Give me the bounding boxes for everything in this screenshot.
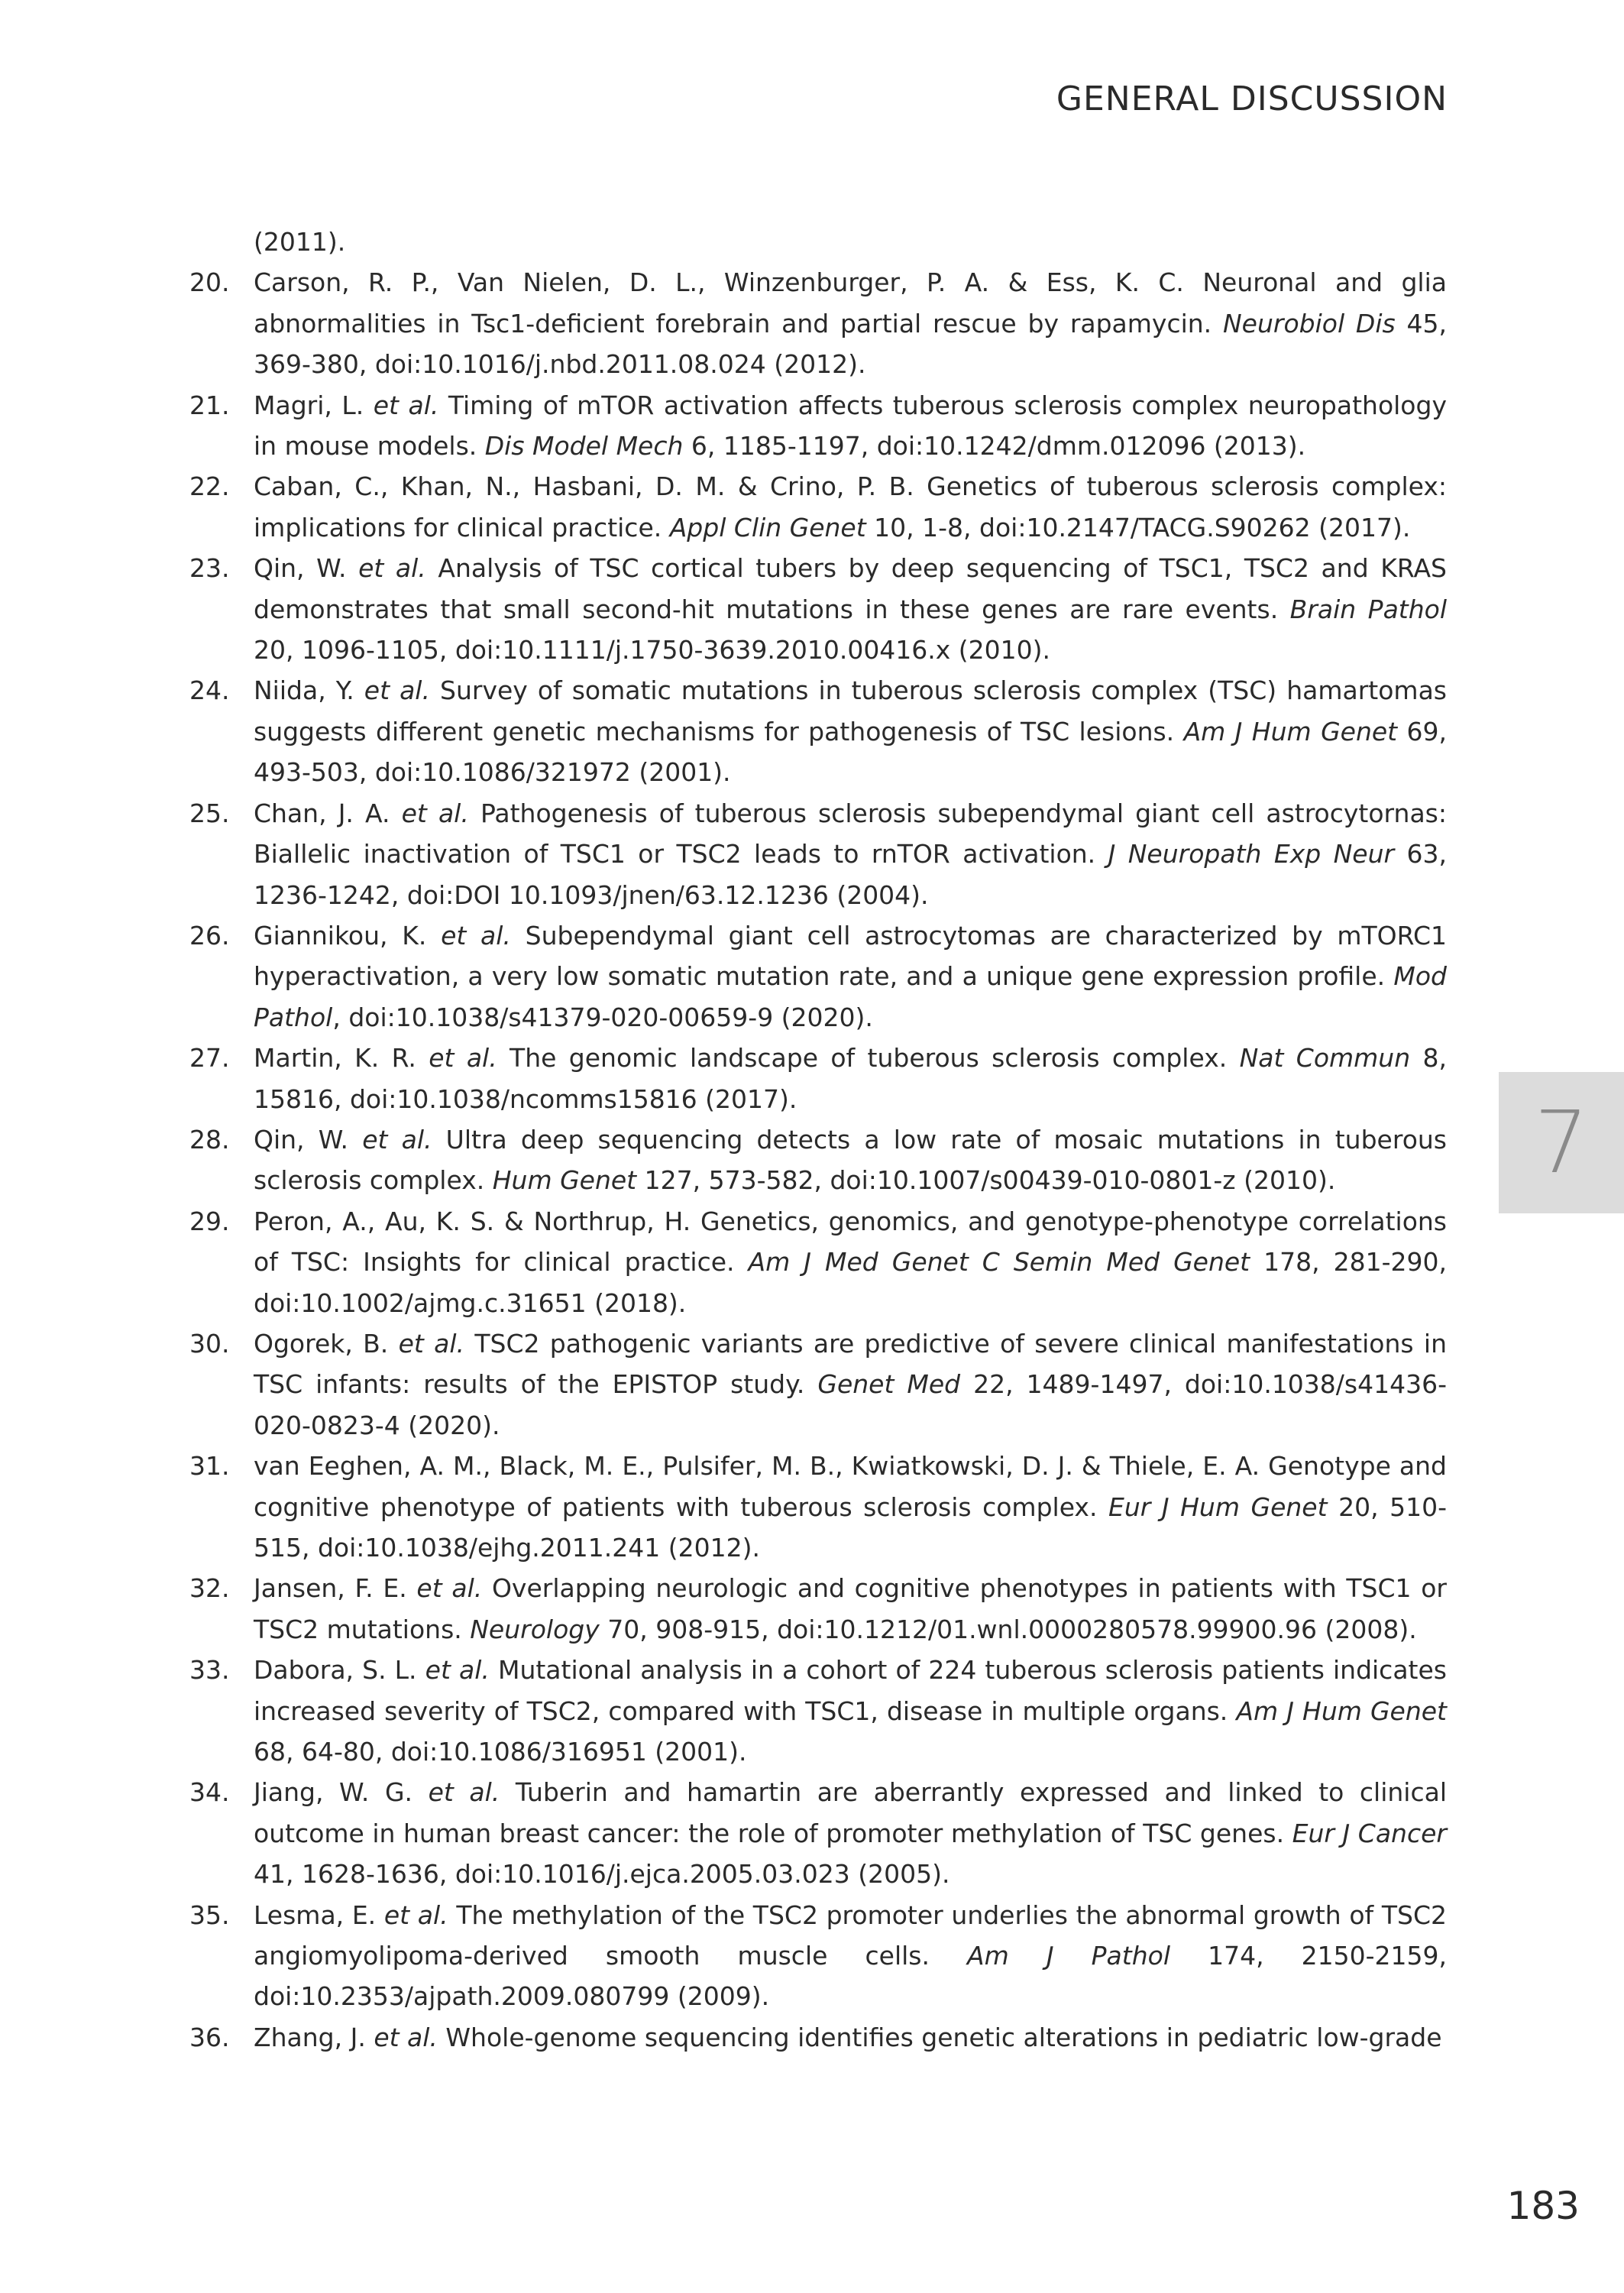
reference-etal: et al. bbox=[374, 2022, 438, 2052]
reference-journal: Eur J Hum Genet bbox=[1108, 1491, 1328, 1522]
reference-number: 26. bbox=[189, 920, 230, 951]
reference-title: TSC2 pathogenic variants are predictive of severe clinical manifestations in TSC infants: results of the EPISTOP study. bbox=[254, 1328, 1447, 1400]
reference-etal: et al. bbox=[429, 1043, 497, 1074]
reference-title: Whole-genome sequencing identifies genetic alterations in pediatric low-grade bbox=[437, 2022, 1442, 2052]
reference-journal: J Neuropath Exp Neur bbox=[1108, 839, 1395, 870]
reference-citation: 178, 281-290, doi:10.1002/ajmg.c.31651 (2018). bbox=[254, 1247, 1447, 1318]
reference-citation: 8, 15816, doi:10.1038/ncomms15816 (2017). bbox=[254, 1043, 1447, 1114]
reference-citation: 20, 1096-1105, doi:10.1111/j.1750-3639.2010.00416.x (2010). bbox=[254, 635, 1051, 666]
reference-etal: et al. bbox=[416, 1573, 483, 1604]
reference-title: Tuberin and hamartin are aberrantly expressed and linked to clinical outcome in human breast cancer: the role of promoter methylation of TSC genes. bbox=[254, 1777, 1447, 1848]
reference-journal: Nat Commun bbox=[1239, 1043, 1411, 1074]
reference-number: 22. bbox=[189, 471, 230, 502]
reference-text: Lesma, E. bbox=[254, 1899, 384, 1930]
reference-etal: et al. bbox=[425, 1655, 490, 1686]
reference-number: 20. bbox=[189, 267, 230, 298]
reference-item bbox=[189, 915, 1447, 1038]
reference-item bbox=[189, 1323, 1447, 1446]
reference-item bbox=[189, 1038, 1447, 1119]
reference-text: Niida, Y. bbox=[254, 675, 364, 706]
reference-item bbox=[189, 1446, 1447, 1568]
reference-citation: 69, 493-503, doi:10.1086/321972 (2001). bbox=[254, 716, 1447, 788]
reference-title: The methylation of the TSC2 promoter underlies the abnormal growth of TSC2 angiomyolipoma-derived smooth muscle cells. bbox=[254, 1899, 1447, 1971]
reference-journal: Brain Pathol bbox=[1289, 594, 1447, 624]
reference-text: Jiang, W. G. bbox=[254, 1777, 429, 1808]
reference-list bbox=[189, 222, 1447, 2058]
reference-title: Analysis of TSC cortical tubers by deep sequencing of TSC1, TSC2 and KRAS demonstrates that small second-hit mutations in these genes are rare events. bbox=[254, 553, 1447, 624]
reference-journal: Dis Model Mech bbox=[484, 431, 684, 462]
reference-items bbox=[189, 262, 1447, 2058]
reference-number: 35. bbox=[189, 1899, 230, 1930]
reference-journal: Eur J Cancer bbox=[1292, 1818, 1447, 1848]
reference-etal: et al. bbox=[383, 1899, 448, 1930]
reference-citation: , doi:10.1038/s41379-020-00659-9 (2020). bbox=[332, 1002, 873, 1032]
reference-etal: et al. bbox=[398, 1328, 465, 1359]
reference-journal: Neurology bbox=[470, 1614, 600, 1644]
reference-journal: Neurobiol Dis bbox=[1222, 308, 1396, 338]
reference-text: Giannikou, K. bbox=[254, 920, 442, 951]
reference-text: Magri, L. bbox=[254, 390, 374, 420]
reference-item bbox=[189, 1650, 1447, 1772]
reference-citation: 45, 369-380, doi:10.1016/j.nbd.2011.08.024 (2012). bbox=[254, 308, 1447, 380]
reference-journal: Am J Hum Genet bbox=[1183, 716, 1398, 747]
reference-text: Martin, K. R. bbox=[254, 1043, 429, 1074]
reference-journal: Appl Clin Genet bbox=[669, 512, 866, 542]
reference-item bbox=[189, 466, 1447, 548]
reference-etal: et al. bbox=[441, 920, 511, 951]
reference-journal: Am J Pathol bbox=[967, 1941, 1170, 1971]
reference-journal: Mod Pathol bbox=[254, 961, 1447, 1032]
reference-title: Subependymal giant cell astrocytomas are characterized by mTORC1 hyperactivation, a very low somatic mutation rate, and a unique gene expression profile. bbox=[254, 920, 1447, 992]
reference-number: 36. bbox=[189, 2022, 230, 2052]
reference-title: Survey of somatic mutations in tuberous sclerosis complex (TSC) hamartomas suggests different genetic mechanisms for pathogenesis of TSC lesions. bbox=[254, 675, 1447, 747]
reference-text: Chan, J. A. bbox=[254, 798, 402, 828]
reference-text: Peron, A., Au, K. S. & Northrup, H. Genetics, genomics, and genotype-phenotype correlations of TSC: Insights for clinical practice. bbox=[254, 1206, 1447, 1278]
reference-text: Jansen, F. E. bbox=[254, 1573, 417, 1604]
page-number: 183 bbox=[1506, 2184, 1580, 2228]
reference-item bbox=[189, 385, 1447, 467]
reference-title: Timing of mTOR activation affects tuberous sclerosis complex neuropathology in mouse models. bbox=[254, 390, 1447, 462]
reference-title: The genomic landscape of tuberous sclerosis complex. bbox=[497, 1043, 1240, 1074]
chapter-tab bbox=[1499, 1072, 1624, 1213]
reference-number: 28. bbox=[189, 1124, 230, 1155]
reference-etal: et al. bbox=[362, 1124, 432, 1155]
reference-item bbox=[189, 1568, 1447, 1650]
reference-number: 23. bbox=[189, 553, 230, 584]
reference-journal: Am J Med Genet C Semin Med Genet bbox=[748, 1247, 1250, 1278]
reference-item bbox=[189, 1895, 1447, 2017]
reference-citation: 10, 1-8, doi:10.2147/TACG.S90262 (2017). bbox=[865, 512, 1411, 542]
reference-etal: et al. bbox=[401, 798, 469, 828]
reference-text: Carson, R. P., Van Nielen, D. L., Winzenburger, P. A. & Ess, K. C. Neuronal and glia abnormalities in Tsc1-deficient forebrain and partial rescue by rapamycin. bbox=[254, 267, 1447, 338]
reference-journal: Hum Genet bbox=[492, 1165, 637, 1196]
reference-citation: 127, 573-582, doi:10.1007/s00439-010-0801-z (2010). bbox=[636, 1165, 1336, 1196]
reference-item bbox=[189, 793, 1447, 915]
reference-number: 30. bbox=[189, 1328, 230, 1359]
reference-number: 27. bbox=[189, 1043, 230, 1074]
reference-item bbox=[189, 262, 1447, 384]
reference-citation: 41, 1628-1636, doi:10.1016/j.ejca.2005.03.023 (2005). bbox=[254, 1859, 950, 1890]
reference-text: Zhang, J. bbox=[254, 2022, 374, 2052]
reference-number: 29. bbox=[189, 1206, 230, 1236]
reference-number: 34. bbox=[189, 1777, 230, 1808]
reference-etal: et al. bbox=[428, 1777, 500, 1808]
reference-text: Qin, W. bbox=[254, 1124, 363, 1155]
reference-etal: et al. bbox=[358, 553, 426, 584]
reference-number: 25. bbox=[189, 798, 230, 828]
reference-citation: 68, 64-80, doi:10.1086/316951 (2001). bbox=[254, 1737, 747, 1767]
reference-item bbox=[189, 548, 1447, 670]
reference-citation: 20, 510-515, doi:10.1038/ejhg.2011.241 (2012). bbox=[254, 1491, 1447, 1563]
reference-journal: Genet Med bbox=[817, 1369, 961, 1400]
reference-title: Ultra deep sequencing detects a low rate of mosaic mutations in tuberous sclerosis complex. bbox=[254, 1124, 1447, 1196]
reference-text: Caban, C., Khan, N., Hasbani, D. M. & Crino, P. B. Genetics of tuberous sclerosis complex: implications for clinical practice. bbox=[254, 471, 1447, 542]
reference-item bbox=[189, 1772, 1447, 1894]
reference-item bbox=[189, 1201, 1447, 1323]
reference-text: Qin, W. bbox=[254, 553, 359, 584]
reference-continuation: (2011). bbox=[254, 227, 346, 257]
reference-text: van Eeghen, A. M., Black, M. E., Pulsifer, M. B., Kwiatkowski, D. J. & Thiele, E. A. Genotype and cognitive phenotype of patients with tuberous sclerosis complex. bbox=[254, 1451, 1447, 1522]
reference-number: 21. bbox=[189, 390, 230, 420]
reference-number: 32. bbox=[189, 1573, 230, 1604]
reference-citation: 22, 1489-1497, doi:10.1038/s41436-020-0823-4 (2020). bbox=[254, 1369, 1447, 1440]
reference-item bbox=[189, 1119, 1447, 1201]
reference-title: Pathogenesis of tuberous sclerosis subependymal giant cell astrocytornas: Biallelic inactivation of TSC1 or TSC2 leads to rnTOR activation. bbox=[254, 798, 1447, 870]
reference-citation: 70, 908-915, doi:10.1212/01.wnl.0000280578.99900.96 (2008). bbox=[599, 1614, 1417, 1644]
chapter-number: 7 bbox=[1534, 1093, 1589, 1193]
reference-journal: Am J Hum Genet bbox=[1236, 1695, 1447, 1726]
reference-title: Mutational analysis in a cohort of 224 tuberous sclerosis patients indicates increased severity of TSC2, compared with TSC1, disease in multiple organs. bbox=[254, 1655, 1447, 1726]
reference-citation: 6, 1185-1197, doi:10.1242/dmm.012096 (2013). bbox=[683, 431, 1306, 462]
reference-citation: 174, 2150-2159, doi:10.2353/ajpath.2009.080799 (2009). bbox=[254, 1941, 1447, 2012]
reference-text: Dabora, S. L. bbox=[254, 1655, 425, 1686]
reference-number: 31. bbox=[189, 1451, 230, 1482]
reference-title: Overlapping neurologic and cognitive phenotypes in patients with TSC1 or TSC2 mutations. bbox=[254, 1573, 1447, 1644]
running-head: GENERAL DISCUSSION bbox=[1056, 79, 1448, 118]
reference-text: Ogorek, B. bbox=[254, 1328, 399, 1359]
reference-number: 24. bbox=[189, 675, 230, 706]
reference-citation: 63, 1236-1242, doi:DOI 10.1093/jnen/63.12.1236 (2004). bbox=[254, 839, 1447, 910]
reference-etal: et al. bbox=[364, 675, 430, 706]
reference-item bbox=[189, 670, 1447, 792]
reference-etal: et al. bbox=[373, 390, 439, 420]
reference-number: 33. bbox=[189, 1655, 230, 1686]
reference-item bbox=[189, 2017, 1447, 2058]
